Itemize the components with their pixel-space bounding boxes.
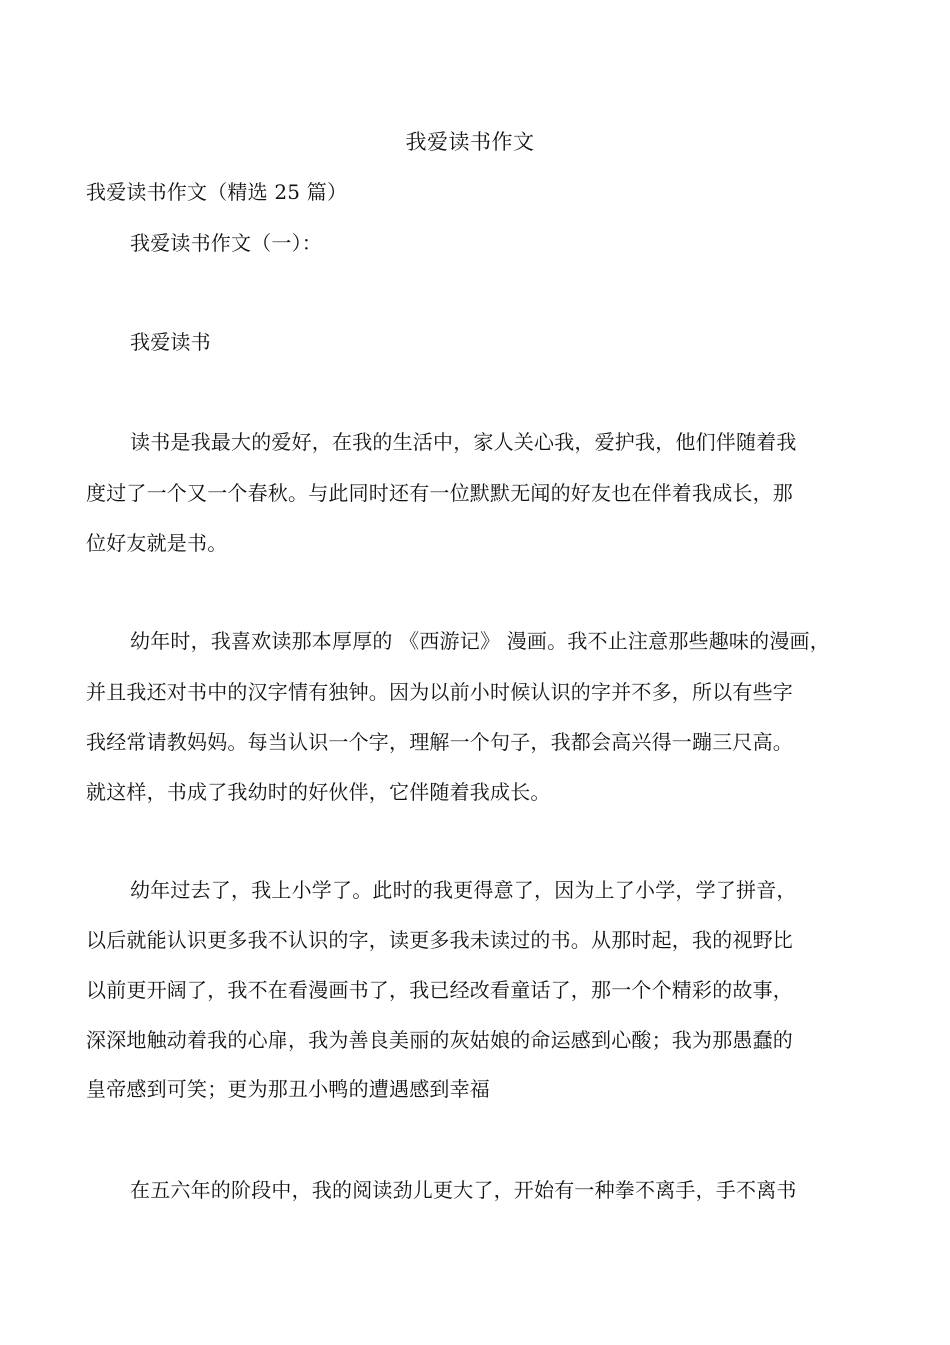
paragraph-line: 我经常请教妈妈。每当认识一个字，理解一个句子，我都会高兴得一蹦三尺高。 [86,730,793,754]
paragraph-line: 以后就能认识更多我不认识的字，读更多我未读过的书。从那时起，我的视野比 [86,928,793,952]
paragraph-line: 在五六年的阶段中，我的阅读劲儿更大了，开始有一种拳不离手，手不离书 [130,1178,797,1202]
paragraph-line: 以前更开阔了，我不在看漫画书了，我已经改看童话了，那一个个精彩的故事， [86,978,793,1002]
paragraph-line: 位好友就是书。 [86,531,228,555]
paragraph-line: 幼年过去了，我上小学了。此时的我更得意了，因为上了小学，学了拼音， [130,878,797,902]
paragraph-line: 幼年时，我喜欢读那本厚厚的 《西游记》 漫画。我不止注意那些趣味的漫画， [130,629,830,653]
paragraph-line: 并且我还对书中的汉字情有独钟。因为以前小时候认识的字并不多，所以有些字 [86,680,793,704]
document-subtitle: 我爱读书作文（精选 25 篇） [86,180,348,204]
essay-title: 我爱读书 [130,330,211,354]
section-heading: 我爱读书作文（一）： [130,231,322,255]
paragraph-line: 皇帝感到可笑；更为那丑小鸭的遭遇感到幸福 [86,1077,490,1101]
paragraph-line: 读书是我最大的爱好，在我的生活中，家人关心我，爱护我，他们伴随着我 [130,430,797,454]
paragraph-line: 深深地触动着我的心扉，我为善良美丽的灰姑娘的命运感到心酸；我为那愚蠢的 [86,1028,793,1052]
paragraph-line: 度过了一个又一个春秋。与此同时还有一位默默无闻的好友也在伴着我成长，那 [86,481,793,505]
paragraph-line: 就这样，书成了我幼时的好伙伴，它伴随着我成长。 [86,780,551,804]
document-title: 我爱读书作文 [405,130,535,154]
